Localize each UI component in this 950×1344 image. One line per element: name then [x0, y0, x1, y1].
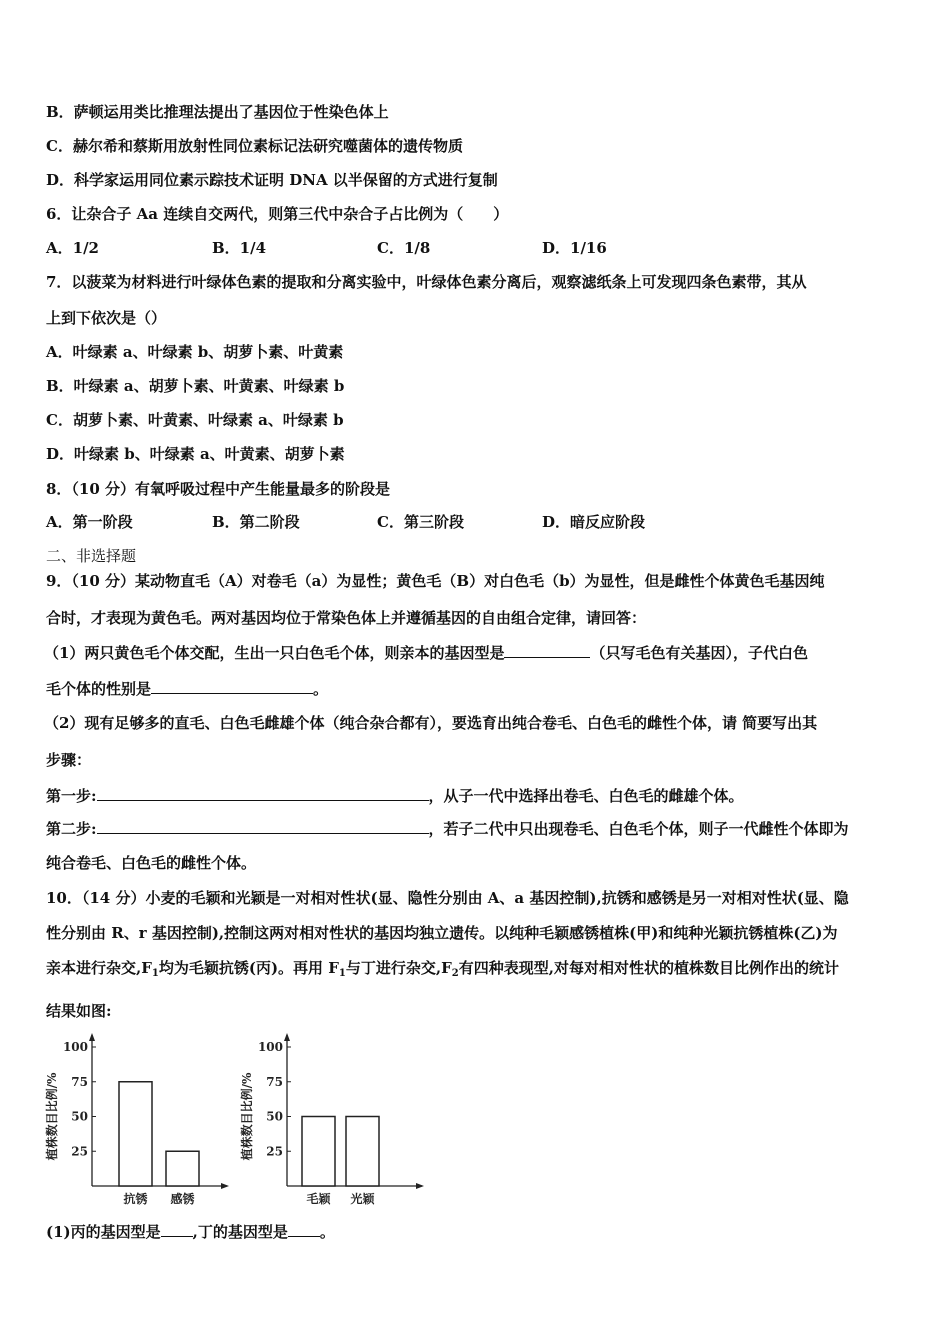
- q5-option-b: B．萨顿运用类比推理法提出了基因位于性染色体上: [46, 103, 389, 121]
- q7-stem-line1: 7．以菠菜为材料进行叶绿体色素的提取和分离实验中，叶绿体色素分离后，观察滤纸条上可发现四条色素带，其从: [46, 273, 807, 291]
- q6-stem: 6．让杂合子 Aa 连续自交两代，则第三代中杂合子占比例为（ ）: [46, 205, 509, 223]
- q9-part1-end: 。: [313, 680, 329, 698]
- q10-sub1: [46, 1222, 335, 1241]
- x-axis-arrow: [221, 1183, 229, 1189]
- q7-option-c: C．胡萝卜素、叶黄素、叶绿素 a、叶绿素 b: [46, 411, 344, 429]
- q9-step2-cont: 纯合卷毛、白色毛的雌性个体。: [46, 854, 257, 872]
- q10-sub1-end: 。: [319, 1223, 335, 1241]
- subscript: 2: [451, 968, 459, 979]
- q9-line2: 合时，才表现为黄色毛。两对基因均位于常染色体上并遵循基因的自由组合定律，请回答：: [46, 609, 647, 627]
- q10-text: 均为毛颖抗锈(丙)。再用 F: [158, 959, 339, 977]
- q9-part1-text: （1）两只黄色毛个体交配，生出一只白色毛个体，则亲本的基因型是: [44, 644, 505, 662]
- q10-line1: 10．（14 分）小麦的毛颖和光颖是一对相对性状(显、隐性分别由 A、a 基因控制),抗锈和感锈是另一对相对性状(显、隐: [46, 889, 849, 907]
- y-tick-label: 25: [71, 1144, 88, 1159]
- q7-option-d: D．叶绿素 b、叶绿素 a、叶黄素、胡萝卜素: [46, 445, 345, 463]
- y-tick-label: 75: [266, 1074, 283, 1089]
- step2-tail: ，若子二代中只出现卷毛、白色毛个体，则子一代雌性个体即为: [428, 820, 849, 838]
- q10-sub1-text: (1)丙的基因型是: [46, 1223, 161, 1241]
- bar: [166, 1151, 199, 1186]
- q6-option-c: C．1/8: [377, 239, 431, 257]
- q8-stem: 8．（10 分）有氧呼吸过程中产生能量最多的阶段是: [46, 480, 391, 498]
- q10-line4: 结果如图:: [46, 1002, 112, 1020]
- step1-tail: ，从子一代中选择出卷毛、白色毛的雌雄个体。: [428, 787, 744, 805]
- x-category-label: 感锈: [170, 1192, 195, 1206]
- q10-line2: 性分别由 R、r 基因控制),控制这两对相对性状的基因均独立遗传。以纯种毛颖感锈植株(甲)和纯种光颖抗锈植株(乙)为: [46, 924, 838, 942]
- q8-option-c: C．第三阶段: [377, 513, 464, 531]
- answer-blank[interactable]: [288, 1222, 320, 1237]
- q5-option-d: D．科学家运用同位素示踪技术证明 DNA 以半保留的方式进行复制: [46, 171, 498, 189]
- q7-option-a: A．叶绿素 a、叶绿素 b、胡萝卜素、叶黄素: [46, 343, 344, 361]
- q8-option-a: A．第一阶段: [46, 513, 133, 531]
- q6-option-d: D．1/16: [542, 239, 607, 257]
- y-tick-label: 100: [62, 1040, 88, 1054]
- step2-label: 第二步:: [46, 820, 97, 838]
- q9-part1-text2: （只写毛色有关基因），子代白色: [590, 644, 808, 662]
- x-category-label: 光颖: [350, 1192, 375, 1206]
- y-axis-label: 植株数目比例/%: [45, 1072, 59, 1161]
- q9-part2: （2）现有足够多的直毛、白色毛雌雄个体（纯合杂合都有），要选育出纯合卷毛、白色毛的雌性个体，请 简要写出其: [44, 714, 818, 732]
- y-tick-label: 50: [71, 1109, 88, 1124]
- q10-text: 亲本进行杂交,F: [46, 959, 152, 977]
- q5-option-c: C．赫尔希和蔡斯用放射性同位素标记法研究噬菌体的遗传物质: [46, 137, 463, 155]
- y-axis-arrow: [89, 1033, 95, 1041]
- q7-stem-line2: 上到下依次是（）: [46, 309, 167, 327]
- answer-blank[interactable]: [161, 1222, 193, 1237]
- q9-part2-cont: 步骤：: [46, 751, 92, 769]
- step1-label: 第一步:: [46, 787, 97, 805]
- q7-option-b: B．叶绿素 a、胡萝卜素、叶黄素、叶绿素 b: [46, 377, 345, 395]
- q6-option-a: A．1/2: [46, 239, 99, 257]
- x-axis-arrow: [416, 1183, 424, 1189]
- q6-option-b: B．1/4: [212, 239, 267, 257]
- q9-part1-text3: 毛个体的性别是: [46, 680, 152, 698]
- q10-text: 有四种表现型,对每对相对性状的植株数目比例作出的统计: [458, 959, 839, 977]
- y-tick-label: 75: [71, 1074, 88, 1089]
- subscript: 1: [151, 968, 159, 979]
- y-tick-label: 50: [266, 1109, 283, 1124]
- q9-line1: 9．（10 分）某动物直毛（A）对卷毛（a）为显性；黄色毛（B）对白色毛（b）为显性，但是雌性个体黄色毛基因纯: [46, 572, 825, 590]
- subscript: 1: [338, 968, 346, 979]
- bar: [346, 1117, 379, 1187]
- y-axis-arrow: [284, 1033, 290, 1041]
- q8-option-b: B．第二阶段: [212, 513, 300, 531]
- q8-option-d: D．暗反应阶段: [542, 513, 646, 531]
- y-tick-label: 100: [257, 1040, 283, 1054]
- y-tick-label: 25: [266, 1144, 283, 1159]
- q10-text: 与丁进行杂交,F: [345, 959, 452, 977]
- x-category-label: 抗锈: [123, 1192, 148, 1206]
- y-axis-label: 植株数目比例/%: [240, 1072, 254, 1161]
- bar: [119, 1082, 152, 1186]
- q10-sub1-text2: ,丁的基因型是: [192, 1223, 288, 1241]
- x-category-label: 毛颖: [306, 1192, 331, 1206]
- bar: [302, 1117, 335, 1187]
- section-heading: 二、非选择题: [46, 547, 137, 565]
